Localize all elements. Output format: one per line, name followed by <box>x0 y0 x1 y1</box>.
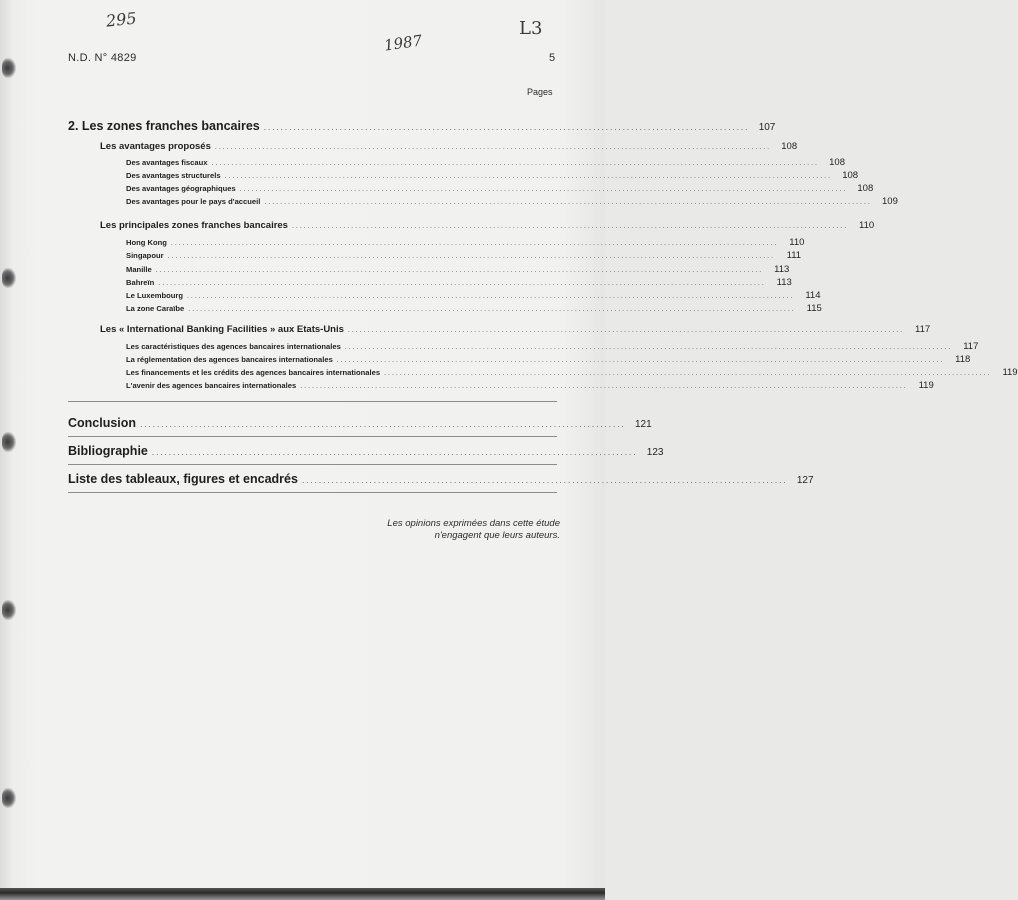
toc-item <box>126 196 898 207</box>
toc-item <box>126 290 821 301</box>
dot-leader: .......................................................................................................................................................... <box>170 240 779 247</box>
dot-leader: ............................................................................................................................................. <box>347 327 905 334</box>
toc-item-page: 119 <box>1002 367 1018 378</box>
toc-item-label: Les caractéristiques des agences bancaires internationales <box>126 342 341 351</box>
separator-rule <box>68 492 557 493</box>
disclaimer-line: n'engagent que leurs auteurs. <box>434 530 560 541</box>
toc-item <box>126 367 1018 378</box>
dot-leader: .......................................................................................................................................................... <box>384 370 992 377</box>
dot-leader: .......................................................................................................................................................... <box>167 253 776 260</box>
handwritten-year: 1987 <box>382 31 424 55</box>
toc-title: Les principales zones franches bancaires <box>100 220 288 231</box>
separator-rule <box>68 436 557 437</box>
toc-title: Bibliographie <box>68 444 148 458</box>
binder-hole <box>2 268 16 288</box>
dot-leader: .......................................................................................................................................................... <box>239 186 848 193</box>
toc-item <box>126 250 802 261</box>
toc-title: 2. Les zones franches bancaires <box>68 119 260 133</box>
binder-hole <box>2 58 16 78</box>
handwritten-number: 295 <box>105 8 138 31</box>
toc-item-label: Bahreïn <box>126 278 155 287</box>
dot-leader: .......................................................................................................................................................... <box>224 173 833 180</box>
toc-item-label: Les financements et les crédits des agences bancaires internationales <box>126 368 381 377</box>
toc-item-label: Des avantages fiscaux <box>126 158 208 167</box>
binder-hole <box>2 432 16 452</box>
toc-title: Les avantages proposés <box>100 141 211 152</box>
toc-title: Les « International Banking Facilities » aux Etats-Unis <box>100 324 344 335</box>
toc-item-page: 113 <box>774 264 790 275</box>
toc-item-page: 118 <box>955 354 971 365</box>
dot-leader: ............................................................................................................................................. <box>291 223 849 230</box>
toc-subsection-principales <box>100 220 875 231</box>
toc-title: Conclusion <box>68 416 137 430</box>
toc-title: Liste des tableaux, figures et encadrés <box>68 472 298 486</box>
toc-item <box>126 341 979 352</box>
dot-leader: .......................................................................................................................................................... <box>300 383 908 390</box>
handwritten-code: L3 <box>519 18 543 39</box>
toc-section-2 <box>68 119 776 133</box>
binder-hole <box>2 788 16 808</box>
toc-item-page: 109 <box>882 196 898 207</box>
toc-page: 108 <box>781 141 798 152</box>
toc-page: 121 <box>634 419 652 430</box>
toc-item <box>126 303 822 314</box>
toc-item-page: 108 <box>857 183 874 194</box>
toc-bibliographie <box>68 444 664 458</box>
toc-item-page: 117 <box>963 341 979 352</box>
toc-item-label: La réglementation des agences bancaires internationales <box>126 355 333 364</box>
toc-page: 127 <box>796 475 814 486</box>
separator-rule <box>68 464 557 465</box>
toc-item-label: Des avantages structurels <box>126 171 221 180</box>
dot-leader: .......................................................................................................................................................... <box>158 280 766 287</box>
dot-leader: .......................................................................................................................................................... <box>186 293 795 300</box>
toc-item-page: 108 <box>842 170 859 181</box>
toc-page: 117 <box>914 324 931 335</box>
toc-subsection-ibf <box>100 324 931 335</box>
dot-leader: ............................................................................................................................................. <box>214 144 772 151</box>
dot-leader: ................................................................................................................... <box>301 476 788 485</box>
binder-hole <box>2 600 16 620</box>
toc-item-label: Des avantages pour le pays d'accueil <box>126 197 261 206</box>
toc-page: 107 <box>758 122 776 133</box>
toc-item-label: Singapour <box>126 251 164 260</box>
toc-item-label: Des avantages géographiques <box>126 184 236 193</box>
toc-item-page: 119 <box>918 380 934 391</box>
toc-item-page: 114 <box>805 290 821 301</box>
toc-item-label: L'avenir des agences bancaires internationales <box>126 381 297 390</box>
toc-item-label: Le Luxembourg <box>126 291 183 300</box>
dot-leader: .......................................................................................................................................................... <box>264 199 872 206</box>
toc-page: 110 <box>859 220 875 231</box>
toc-item <box>126 183 874 194</box>
dot-leader: ................................................................................................................... <box>151 448 638 457</box>
toc-item-page: 111 <box>786 250 802 261</box>
toc-item <box>126 380 934 391</box>
toc-item-label: Manille <box>126 265 152 274</box>
toc-item-page: 108 <box>829 157 845 168</box>
toc-liste <box>68 472 814 486</box>
toc-conclusion <box>68 416 652 430</box>
toc-item-page: 113 <box>776 277 792 288</box>
dot-leader: .......................................................................................................................................................... <box>211 160 819 167</box>
disclaimer-line: Les opinions exprimées dans cette étude <box>387 518 560 529</box>
toc-item-page: 115 <box>806 303 822 314</box>
dot-leader: .......................................................................................................................................................... <box>336 357 945 364</box>
page-number: 5 <box>549 52 556 64</box>
separator-rule <box>68 401 557 402</box>
dot-leader: ................................................................................................................... <box>263 123 750 132</box>
toc-item <box>126 264 790 275</box>
dot-leader: .......................................................................................................................................................... <box>188 306 796 313</box>
dot-leader: ................................................................................................................... <box>140 420 626 429</box>
toc-page: 123 <box>646 447 664 458</box>
toc-item <box>126 157 845 168</box>
toc-item-page: 110 <box>789 237 805 248</box>
document-reference: N.D. N° 4829 <box>68 52 137 64</box>
dot-leader: .......................................................................................................................................................... <box>344 344 953 351</box>
toc-item <box>126 170 859 181</box>
toc-subsection-avantages <box>100 141 798 152</box>
pages-column-label: Pages <box>527 87 553 97</box>
toc-item-label: Hong Kong <box>126 238 167 247</box>
dot-leader: .......................................................................................................................................................... <box>155 267 764 274</box>
toc-item <box>126 277 792 288</box>
toc-item-label: La zone Caraïbe <box>126 304 185 313</box>
toc-item <box>126 354 971 365</box>
scan-bottom-edge <box>0 888 605 900</box>
toc-item <box>126 237 805 248</box>
